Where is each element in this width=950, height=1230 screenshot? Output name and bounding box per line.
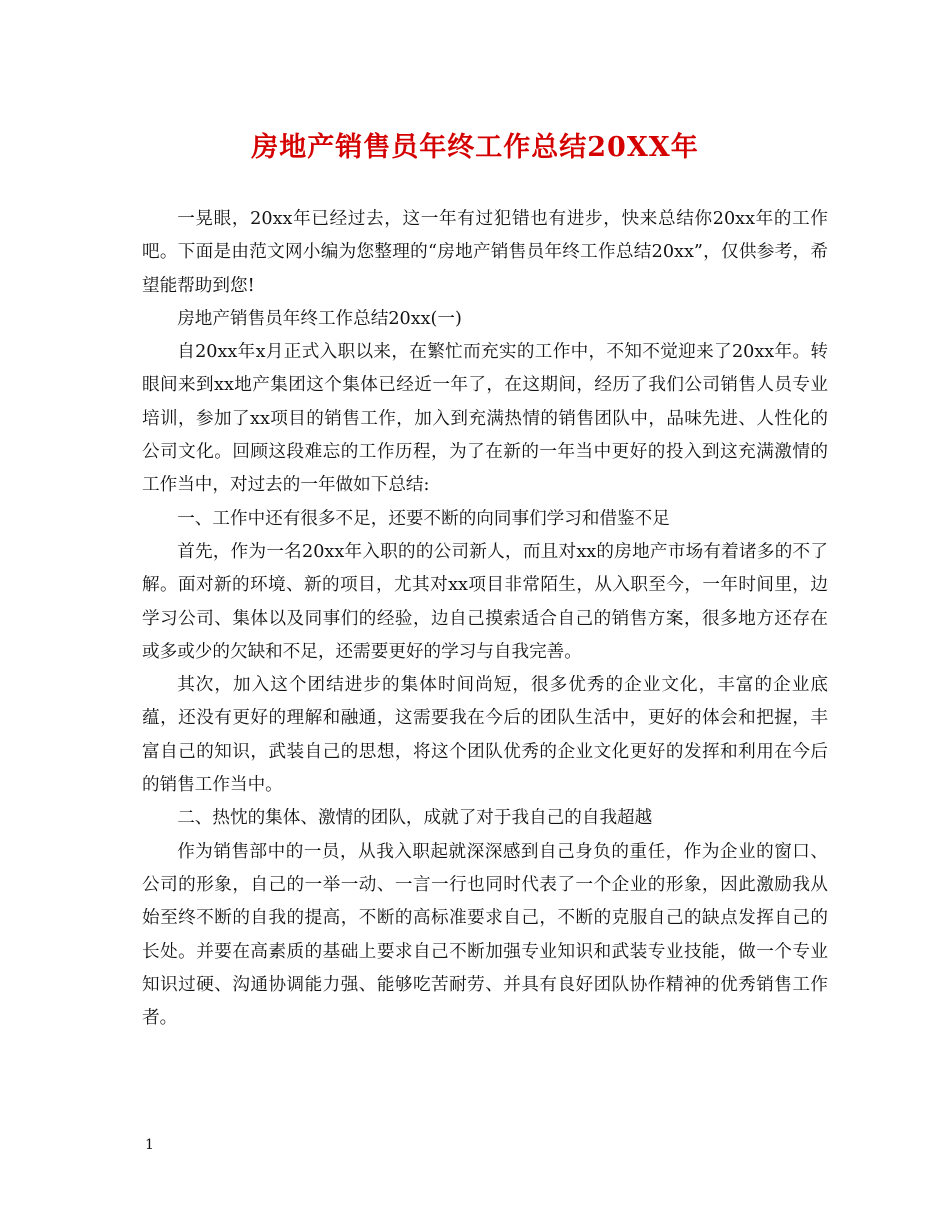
document-title: 房地产销售员年终工作总结20XX年 [251, 132, 699, 163]
page-number: 1 [145, 1137, 154, 1153]
paragraph-section-heading-1: 一、工作中还有很多不足，还要不断的向同事们学习和借鉴不足 [177, 508, 670, 529]
paragraph-section-heading-2: 二、热忱的集体、激情的团队，成就了对于我自己的自我超越 [177, 808, 653, 829]
paragraph-overview: 自20xx年x月正式入职以来，在繁忙而充实的工作中，不知不觉迎来了20xx年。转眼间来到xx地产集团这个集体已经近一年了，在这期间，经历了我们公司销售人员专业培训，参加了xx项目的销售工作，加入到充满热情的销售团队中，品味先进、人性化的公司文化。回顾这段难忘的工作历程，为了在新的一年当中更好的投入到这充满激情的工作当中，对过去的一年做如下总结: [142, 342, 828, 496]
paragraph-first-point: 首先，作为一名20xx年入职的的公司新人，而且对xx的房地产市场有着诸多的不了解。面对新的环境、新的项目，尤其对xx项目非常陌生，从入职至今，一年时间里，边学习公司、集体以及同事们的经验，边自己摸索适合自己的销售方案，很多地方还存在或多或少的欠缺和不足，还需要更好的学习与自我完善。 [142, 541, 828, 662]
paragraph-team-role: 作为销售部中的一员，从我入职起就深深感到自己身负的重任，作为企业的窗口、公司的形象，自己的一举一动、一言一行也同时代表了一个企业的形象，因此激励我从始至终不断的自我的提高，不断的高标准要求自己，不断的克服自己的缺点发挥自己的长处。并要在高素质的基础上要求自己不断加强专业知识和武装专业技能，做一个专业知识过硬、沟通协调能力强、能够吃苦耐劳、并具有良好团队协作精神的优秀销售工作者。 [142, 841, 828, 1029]
paragraph-second-point: 其次，加入这个团结进步的集体时间尚短，很多优秀的企业文化，丰富的企业底蕴，还没有更好的理解和融通，这需要我在今后的团队生活中，更好的体会和把握，丰富自己的知识，武装自己的思想，将这个团队优秀的企业文化更好的发挥和利用在今后的销售工作当中。 [142, 675, 828, 796]
paragraph-intro: 一晃眼，20xx年已经过去，这一年有过犯错也有进步，快来总结你20xx年的工作吧。下面是由范文网小编为您整理的“房地产销售员年终工作总结20xx”，仅供参考，希望能帮助到您! [142, 209, 828, 296]
document-body [142, 203, 828, 1035]
paragraph-subheading-1: 房地产销售员年终工作总结20xx(一) [177, 308, 462, 329]
